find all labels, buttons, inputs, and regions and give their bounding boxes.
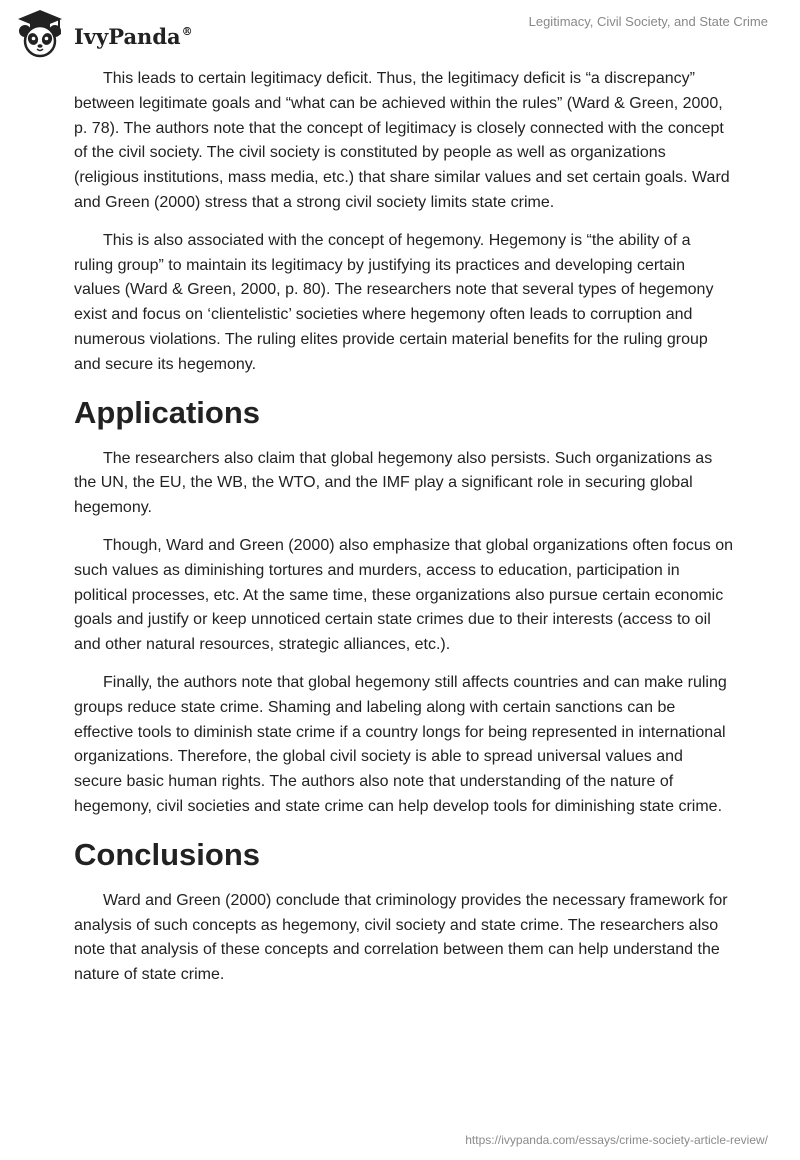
panda-graduate-icon	[14, 8, 66, 58]
paragraph-legitimacy-deficit: This leads to certain legitimacy deficit. Thus, the legitimacy deficit is “a discrepancy” between legitimate goals and “what can be achieved within the rules” (Ward & Green, 2000, p. 78). The authors note that the concept of legitimacy is closely connected with the concept of the civil society. The civil society is constituted by people as well as organizations (religious institutions, mass media, etc.) that share similar values and set certain goals. Ward and Green (2000) stress that a strong civil society limits state crime.	[74, 70, 730, 211]
brand-logo[interactable]	[14, 8, 204, 58]
paragraph-hegemony: This is also associated with the concept of hegemony. Hegemony is “the ability of a ruling group” to maintain its legitimacy by justifying its practices and developing certain values (Ward & Green, 2000, p. 80). The researchers note that several types of hegemony exist and focus on ‘clientelistic’ societies where hegemony often leads to corruption and numerous violations. The ruling elites provide certain material benefits for the ruling group and secure its hegemony.	[74, 231, 714, 373]
heading-applications: Applications	[74, 394, 261, 430]
source-url[interactable]: https://ivypanda.com/essays/crime-society-article-review/	[465, 1133, 768, 1147]
brand-name: IvyPanda®	[74, 24, 193, 49]
paragraph-reduce-state-crime: Finally, the authors note that global hegemony still affects countries and can make ruling groups reduce state crime. Shaming and labeling along with certain sanctions can be effective tools to diminish state crime if a country longs for being represented in international organizations. Therefore, the global civil society is able to spread universal values and secure basic human rights. The authors also note that understanding of the nature of hegemony, civil societies and state crime can help develop tools for diminishing state crime.	[74, 673, 727, 815]
document-title: Legitimacy, Civil Society, and State Crime	[528, 14, 768, 29]
heading-conclusions: Conclusions	[74, 836, 261, 872]
page-header	[0, 0, 800, 70]
article-body	[74, 67, 734, 1001]
paragraph-global-hegemony: The researchers also claim that global hegemony also persists. Such organizations as the UN, the EU, the WB, the WTO, and the IMF play a significant role in securing global hegemony.	[74, 449, 713, 517]
paragraph-conclusion: Ward and Green (2000) conclude that criminology provides the necessary framework for analysis of such concepts as hegemony, civil society and state crime. The researchers also note that analysis of these concepts and correlation between them can help understand the nature of state crime.	[74, 891, 728, 984]
paragraph-global-organizations: Though, Ward and Green (2000) also emphasize that global organizations often focus on such values as diminishing tortures and murders, access to education, participation in political processes, etc. At the same time, these organizations also pursue certain economic goals and justify or keep unnoticed certain state crimes due to their interests (access to oil and other natural resources, strategic alliances, etc.).	[74, 536, 734, 654]
